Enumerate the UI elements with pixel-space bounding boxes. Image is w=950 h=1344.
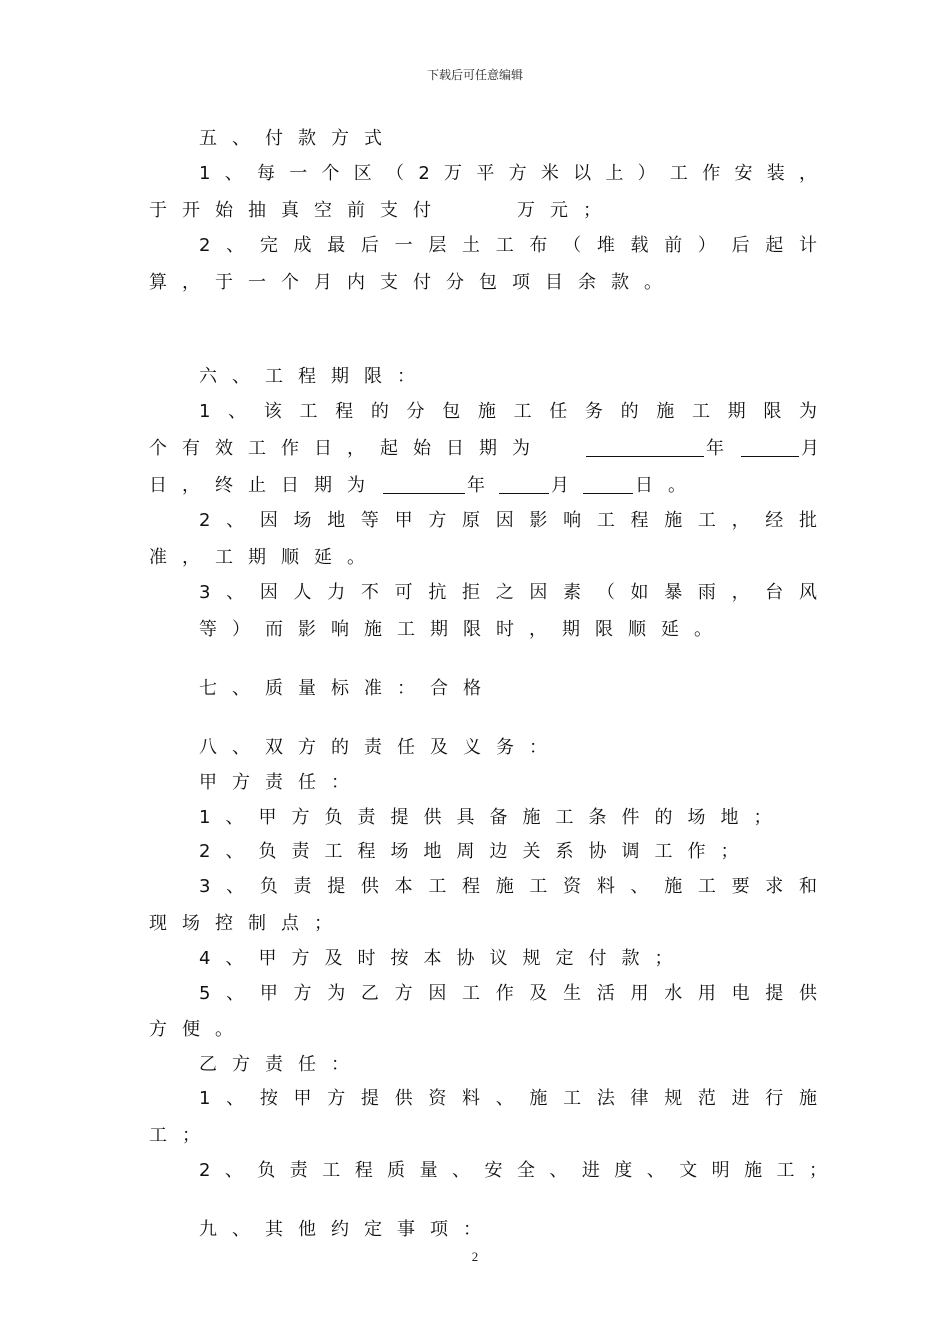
party-b-item-1-cont: 工； [149,1125,215,1146]
section5-title-line [0,124,950,154]
payment-item-1: 1、每一个区（2万平方米以上）工作安装， [199,163,817,184]
paragraph-line [0,1121,950,1151]
paragraph-line [0,231,950,261]
paragraph-line [0,872,950,902]
paragraph-line [0,803,950,833]
end-day-blank [583,471,633,494]
paragraph-line [0,471,950,501]
payment-item-1-cont: 于开始抽真空前支付 [149,200,446,221]
paragraph-line [0,909,950,939]
paragraph-line [0,196,950,226]
section7-title-line [0,674,950,704]
day-label: 日。 [635,475,701,496]
paragraph-line [0,615,950,645]
paragraph-line [0,979,950,1009]
payment-item-2: 2、完成最后一层土工布（堆载前）后起计 [199,235,817,256]
period-item-3: 3、因人力不可抗拒之因素（如暴雨，台风 [199,582,817,603]
paragraph-line [0,1084,950,1114]
paragraph-line [0,944,950,974]
period-item-3-cont: 等）而影响施工期限时，期限顺延。 [199,619,727,640]
paragraph-line [0,768,950,798]
start-year-blank [586,434,704,457]
party-a-item-5-cont: 方便。 [149,1019,248,1040]
paragraph-line [0,397,950,427]
party-b-item-1: 1、按甲方提供资料、施工法律规范进行施 [199,1088,817,1109]
section-title: 七、质量标准：合格 [199,678,496,699]
party-a-item-3: 3、负责提供本工程施工资料、施工要求和 [199,876,817,897]
section9-title-line [0,1215,950,1245]
party-a-item-5: 5、甲方为乙方因工作及生活用水用电提供 [199,983,817,1004]
paragraph-line [0,268,950,298]
party-a-item-2: 2、负责工程场地周边关系协调工作； [199,841,754,862]
party-a-item-3-cont: 现场控制点； [149,913,347,934]
period-item-2-cont: 准，工期顺延。 [149,547,380,568]
page-header: 下载后可任意编辑 [426,68,523,82]
end-year-blank [383,471,465,494]
section8-title-line [0,733,950,763]
payment-amount-unit: 万元； [517,200,616,221]
party-b-title: 乙方责任： [199,1054,364,1075]
month-label: 月 [801,438,819,459]
period-item-1: 1、该工程的分包施工任务的施工期限为 [199,401,817,422]
period-item-1-end: 日，终止日期为 [149,475,380,496]
period-item-1-cont: 个有效工作日，起始日期为 [149,438,545,459]
section-title: 六、工程期限： [199,366,430,387]
period-item-2: 2、因场地等甲方原因影响工程施工，经批 [199,510,817,531]
paragraph-line [0,159,950,189]
payment-item-2-cont: 算，于一个月内支付分包项目余款。 [149,272,677,293]
party-a-item-1: 1、甲方负责提供具备施工条件的场地； [199,807,787,828]
party-b-item-2: 2、负责工程质量、安全、进度、文明施工； [199,1160,827,1181]
start-month-blank [741,434,799,457]
section6-title-line [0,362,950,392]
paragraph-line [0,506,950,536]
paragraph-line [0,578,950,608]
paragraph-line [0,1156,950,1186]
paragraph-line [0,434,950,464]
party-a-title: 甲方责任： [199,772,364,793]
year-label: 年 [706,438,724,459]
paragraph-line [0,837,950,867]
end-month-blank [499,471,549,494]
paragraph-line [0,543,950,573]
month-label: 月 [551,475,569,496]
section-title: 五、付款方式 [199,128,397,149]
party-a-item-4: 4、甲方及时按本协议规定付款； [199,948,688,969]
year-label: 年 [467,475,485,496]
page-number: 2 [471,1249,479,1264]
paragraph-line [0,1050,950,1080]
section-title: 八、双方的责任及义务： [199,737,562,758]
paragraph-line [0,1015,950,1045]
section-title: 九、其他约定事项： [199,1219,496,1240]
